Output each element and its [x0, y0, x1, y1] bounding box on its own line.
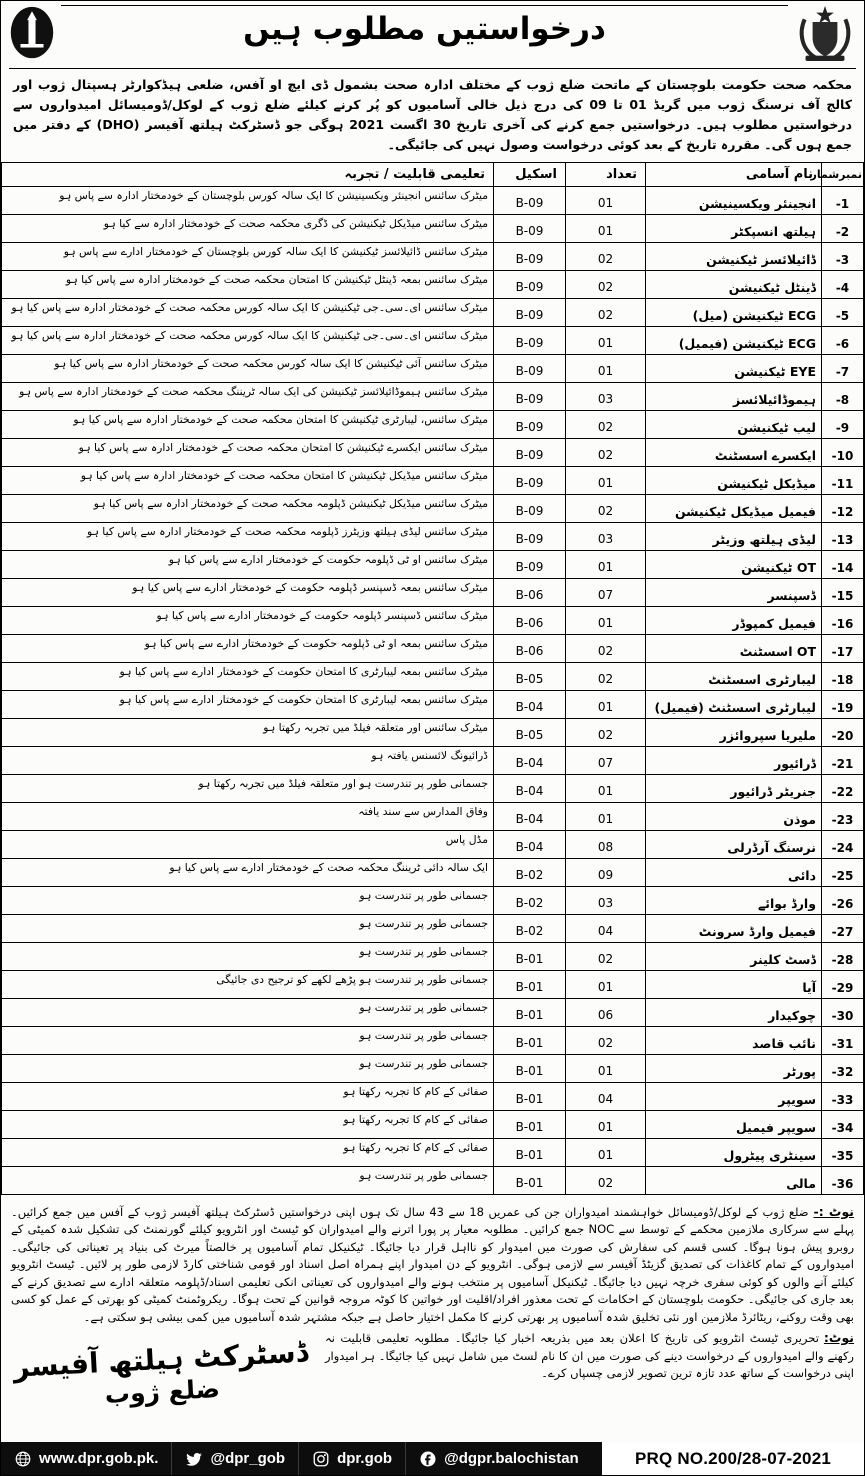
row-qualification: میٹرک سائنس بمعہ ڈینٹل ٹیکنیشن کا امتحان محکمہ صحت کے خودمختار ادارہ سے پاس کیا ہو — [2, 271, 494, 299]
instagram-text: dpr.gob — [337, 1450, 393, 1467]
row-name: OT اسسٹنٹ — [646, 635, 822, 663]
row-serial: -32 — [822, 1055, 864, 1083]
table-row — [2, 747, 864, 775]
row-serial: -36 — [822, 1167, 864, 1195]
table-header-row — [2, 163, 864, 187]
row-serial: -6 — [822, 327, 864, 355]
table-row — [2, 271, 864, 299]
row-serial: -25 — [822, 859, 864, 887]
row-qualification: جسمانی طور پر تندرست ہو پڑھے لکھے کو ترجیح دی جائیگی — [2, 971, 494, 999]
row-scale: B-09 — [494, 383, 566, 411]
row-serial: -22 — [822, 775, 864, 803]
row-scale: B-01 — [494, 943, 566, 971]
row-count: 01 — [566, 467, 646, 495]
globe-icon — [14, 1450, 32, 1468]
row-scale: B-01 — [494, 1055, 566, 1083]
row-qualification: میٹرک سائنس میڈیکل ٹیکنیشن ڈپلومہ محکمہ صحت کے خودمختار ادارہ سے پاس کیا ہو — [2, 495, 494, 523]
note-tail-paragraph — [325, 1326, 854, 1382]
table-row — [2, 915, 864, 943]
row-scale: B-09 — [494, 467, 566, 495]
title-area — [61, 5, 788, 51]
table-row — [2, 467, 864, 495]
table-row — [2, 775, 864, 803]
table-row — [2, 439, 864, 467]
row-count: 06 — [566, 999, 646, 1027]
row-name: OT ٹیکنیشن — [646, 551, 822, 579]
row-qualification: جسمانی طور پر تندرست ہو — [2, 943, 494, 971]
row-scale: B-09 — [494, 551, 566, 579]
row-count: 01 — [566, 971, 646, 999]
row-serial: -20 — [822, 719, 864, 747]
row-scale: B-09 — [494, 327, 566, 355]
table-row — [2, 411, 864, 439]
row-scale: B-05 — [494, 719, 566, 747]
row-scale: B-02 — [494, 915, 566, 943]
table-row — [2, 523, 864, 551]
row-serial: -21 — [822, 747, 864, 775]
row-name: لیڈی ہیلتھ وزیٹر — [646, 523, 822, 551]
row-count: 02 — [566, 719, 646, 747]
website-link[interactable] — [1, 1442, 171, 1475]
row-count: 02 — [566, 411, 646, 439]
row-name: ایکسرے اسسٹنٹ — [646, 439, 822, 467]
row-count: 04 — [566, 1083, 646, 1111]
row-scale: B-04 — [494, 691, 566, 719]
table-row — [2, 327, 864, 355]
row-scale: B-09 — [494, 439, 566, 467]
table-row — [2, 635, 864, 663]
row-count: 02 — [566, 299, 646, 327]
row-qualification: میٹرک سائنس ای۔سی۔جی ٹیکنیشن کا ایک سالہ کورس محکمہ صحت کے خودمختار ادارہ سے پاس کیا ہو — [2, 299, 494, 327]
row-name: دائی — [646, 859, 822, 887]
row-serial: -5 — [822, 299, 864, 327]
row-qualification: میٹرک سائنس بمعہ او ٹی ڈپلومہ حکومت کے خودمختار ادارے سے پاس کیا ہو — [2, 635, 494, 663]
row-name: ڈائیلائسز ٹیکنیشن — [646, 243, 822, 271]
row-count: 02 — [566, 271, 646, 299]
row-qualification: میٹرک سائنس بمعہ ڈسپنسر ڈپلومہ حکومت کے خودمختار ادارے سے پاس کیا ہو — [2, 579, 494, 607]
row-serial: -10 — [822, 439, 864, 467]
row-count: 01 — [566, 691, 646, 719]
row-serial: -9 — [822, 411, 864, 439]
page-title: درخواستیں مطلوب ہیں — [243, 11, 606, 47]
header-serial: نمبرشمار — [822, 163, 864, 187]
twitter-handle[interactable] — [171, 1442, 298, 1475]
row-count: 07 — [566, 579, 646, 607]
row-scale: B-05 — [494, 663, 566, 691]
facebook-handle[interactable] — [405, 1442, 592, 1475]
table-row — [2, 803, 864, 831]
row-qualification: میٹرک سائنس ڈائیلائسز ٹیکنیشن کا ایک سالہ کورس بلوچستان کے خودمختار ادارے سے پاس ہو — [2, 243, 494, 271]
row-qualification: میٹرک سائنس میڈیکل ٹیکنیشن کا امتحان محکمہ صحت کے خودمختار ادارہ سے پاس کیا ہو — [2, 467, 494, 495]
table-row — [2, 691, 864, 719]
row-count: 02 — [566, 439, 646, 467]
row-count: 01 — [566, 355, 646, 383]
row-serial: -4 — [822, 271, 864, 299]
row-scale: B-09 — [494, 355, 566, 383]
row-name: انجینئر ویکسینیشن — [646, 187, 822, 215]
row-qualification: میٹرک سائنس ای۔سی۔جی ٹیکنیشن کا ایک سالہ کورس محکمہ صحت کے خودمختار ادارہ سے پاس کیا ہو — [2, 327, 494, 355]
row-serial: -3 — [822, 243, 864, 271]
table-row — [2, 971, 864, 999]
row-qualification: میٹرک سائنس او ٹی ڈپلومہ حکومت کے خودمختار ادارے سے پاس کیا ہو — [2, 551, 494, 579]
row-count: 08 — [566, 831, 646, 859]
row-name: فیمیل وارڈ سرونٹ — [646, 915, 822, 943]
row-name: آیا — [646, 971, 822, 999]
row-count: 01 — [566, 803, 646, 831]
instagram-icon — [312, 1450, 330, 1468]
row-serial: -33 — [822, 1083, 864, 1111]
header-qualification: تعلیمی قابلیت / تجربہ — [2, 163, 494, 187]
row-count: 01 — [566, 187, 646, 215]
row-qualification: صفائی کے کام کا تجربہ رکھتا ہو — [2, 1139, 494, 1167]
row-name: ہیموڈائیلائسز — [646, 383, 822, 411]
table-row — [2, 1139, 864, 1167]
row-name: سویپر — [646, 1083, 822, 1111]
row-scale: B-09 — [494, 523, 566, 551]
row-serial: -17 — [822, 635, 864, 663]
table-row — [2, 495, 864, 523]
row-count: 01 — [566, 215, 646, 243]
row-serial: -15 — [822, 579, 864, 607]
row-count: 01 — [566, 551, 646, 579]
balochistan-govt-logo — [794, 5, 856, 66]
row-count: 02 — [566, 1027, 646, 1055]
table-row — [2, 383, 864, 411]
row-serial: -16 — [822, 607, 864, 635]
row-name: چوکیدار — [646, 999, 822, 1027]
row-count: 01 — [566, 775, 646, 803]
table-row — [2, 943, 864, 971]
row-scale: B-06 — [494, 607, 566, 635]
table-row — [2, 1055, 864, 1083]
header — [1, 1, 864, 66]
row-serial: -26 — [822, 887, 864, 915]
row-scale: B-01 — [494, 1139, 566, 1167]
row-serial: -24 — [822, 831, 864, 859]
note-tail-label: نوٹ: — [823, 1330, 854, 1346]
row-scale: B-01 — [494, 1083, 566, 1111]
row-count: 09 — [566, 859, 646, 887]
row-scale: B-04 — [494, 831, 566, 859]
dgpr-logo — [9, 5, 55, 64]
table-row — [2, 299, 864, 327]
footer-bar — [1, 1442, 864, 1475]
row-count: 04 — [566, 915, 646, 943]
signature-block — [9, 1318, 313, 1414]
row-count: 03 — [566, 887, 646, 915]
row-name: ڈسٹ کلینر — [646, 943, 822, 971]
row-scale: B-02 — [494, 859, 566, 887]
table-row — [2, 1167, 864, 1195]
row-qualification: جسمانی طور پر تندرست ہو — [2, 1027, 494, 1055]
table-row — [2, 831, 864, 859]
row-qualification: جسمانی طور پر تندرست ہو — [2, 1167, 494, 1195]
row-serial: -27 — [822, 915, 864, 943]
row-name: فیمیل کمپوڈر — [646, 607, 822, 635]
row-name: مالی — [646, 1167, 822, 1195]
row-name: فیمیل میڈیکل ٹیکنیشن — [646, 495, 822, 523]
row-count: 03 — [566, 523, 646, 551]
row-scale: B-02 — [494, 887, 566, 915]
row-name: ڈرائیور — [646, 747, 822, 775]
intro-paragraph: محکمہ صحت حکومت بلوچستان کے ماتحت ضلع ژوب کے مختلف ادارہ صحت بشمول ڈی ایچ او آفس، ضلعی ہیڈکوارٹر ہسپتال ژوب اور کالج آف نرسنگ ژوب میں گریڈ 01 تا 09 کی درج ذیل خالی آسامیوں کو پُر کرنے کیلئے ضلع ژوب کے لوکل/ڈومیسائل امیدواروں سے درخواستیں مطلوب ہیں۔ درخواستیں جمع کرنے کی آخری تاریخ 30 اگست 2021 ہوگی جو ڈسٹرکٹ ہیلتھ آفیسر (DHO) کے دفتر میں جمع ہوں گی۔ مقررہ تاریخ کے بعد کوئی درخواست وصول نہیں کی جائیگی۔ — [13, 77, 852, 152]
row-serial: -8 — [822, 383, 864, 411]
row-qualification: میٹرک سائنس لیڈی ہیلتھ وزیٹرز ڈپلومہ محکمہ صحت کے خودمختار ادارہ سے پاس کیا ہو — [2, 523, 494, 551]
row-count: 01 — [566, 327, 646, 355]
row-count: 02 — [566, 243, 646, 271]
row-name: موذن — [646, 803, 822, 831]
facebook-icon — [419, 1450, 437, 1468]
facebook-text: @dgpr.balochistan — [444, 1450, 579, 1467]
row-name: لیبارٹری اسسٹنٹ — [646, 663, 822, 691]
table-row — [2, 607, 864, 635]
row-name: ڈسپنسر — [646, 579, 822, 607]
table-row — [2, 719, 864, 747]
row-serial: -12 — [822, 495, 864, 523]
row-scale: B-09 — [494, 243, 566, 271]
header-count: تعداد — [566, 163, 646, 187]
row-qualification: وفاق المدارس سے سند یافتہ — [2, 803, 494, 831]
row-name: ہیلتھ انسپکٹر — [646, 215, 822, 243]
row-qualification: میٹرک سائنس، لیبارٹری ٹیکنیشن کا امتحان محکمہ صحت کے خودمختار ادارہ سے پاس کیا ہو — [2, 411, 494, 439]
row-scale: B-04 — [494, 803, 566, 831]
row-scale: B-06 — [494, 635, 566, 663]
note-label: نوٹ :- — [813, 1204, 855, 1219]
row-qualification: صفائی کے کام کا تجربہ رکھتا ہو — [2, 1083, 494, 1111]
row-scale: B-01 — [494, 1167, 566, 1195]
row-scale: B-09 — [494, 495, 566, 523]
table-row — [2, 579, 864, 607]
row-scale: B-01 — [494, 1027, 566, 1055]
row-count: 01 — [566, 1111, 646, 1139]
table-row — [2, 243, 864, 271]
row-name: میڈیکل ٹیکنیشن — [646, 467, 822, 495]
row-qualification: میٹرک سائنس میڈیکل ٹیکنیشن کی ڈگری محکمہ صحت کے خودمختار ادارہ سے کیا ہو — [2, 215, 494, 243]
row-scale: B-09 — [494, 299, 566, 327]
row-scale: B-01 — [494, 999, 566, 1027]
twitter-text: @dpr_gob — [210, 1450, 286, 1467]
row-serial: -19 — [822, 691, 864, 719]
row-qualification: جسمانی طور پر تندرست ہو — [2, 887, 494, 915]
row-name: نرسنگ آرڈرلی — [646, 831, 822, 859]
table-row — [2, 1111, 864, 1139]
row-count: 02 — [566, 495, 646, 523]
row-name: سینٹری پیٹرول — [646, 1139, 822, 1167]
row-scale: B-09 — [494, 411, 566, 439]
row-qualification: میٹرک سائنس آئی ٹیکنیشن کا ایک سالہ کورس محکمہ صحت کے خودمختار ادارہ سے پاس کیا ہو — [2, 355, 494, 383]
row-scale: B-09 — [494, 271, 566, 299]
row-serial: -34 — [822, 1111, 864, 1139]
row-serial: -7 — [822, 355, 864, 383]
row-serial: -31 — [822, 1027, 864, 1055]
signature-district: ضلع ژوب — [104, 1374, 221, 1410]
row-qualification: جسمانی طور پر تندرست ہو — [2, 915, 494, 943]
row-name: وارڈ بوائے — [646, 887, 822, 915]
row-count: 01 — [566, 1055, 646, 1083]
row-count: 01 — [566, 607, 646, 635]
row-qualification: میٹرک سائنس ہیموڈائیلائسز ٹیکنیشن کی ایک سالہ ٹریننگ محکمہ صحت کے خودمختار ادارہ سے پاس ہو — [2, 383, 494, 411]
row-count: 02 — [566, 943, 646, 971]
row-count: 07 — [566, 747, 646, 775]
header-name: نام آسامی — [646, 163, 822, 187]
row-name: ECG ٹیکنیشن (میل) — [646, 299, 822, 327]
row-scale: B-01 — [494, 1111, 566, 1139]
note-paragraph — [1, 1195, 864, 1326]
row-qualification: میٹرک سائنس ایکسرے ٹیکنیشن کا امتحان محکمہ صحت کے خودمختار ادارہ سے پاس کیا ہو — [2, 439, 494, 467]
row-scale: B-09 — [494, 187, 566, 215]
row-name: ECG ٹیکنیشن (فیمیل) — [646, 327, 822, 355]
row-serial: -30 — [822, 999, 864, 1027]
table-row — [2, 1083, 864, 1111]
table-row — [2, 887, 864, 915]
table-row — [2, 859, 864, 887]
row-count: 02 — [566, 663, 646, 691]
row-qualification: میٹرک سائنس بمعہ لیبارٹری کا امتحان حکومت کے خودمختار ادارے سے پاس کیا ہو — [2, 663, 494, 691]
note-main-text: ضلع ژوب کے لوکل/ڈومیسائل خواہشمند امیدواران جن کی عمریں 18 سے 43 سال تک ہوں اپنی درخواستیں ڈسٹرکٹ ہیلتھ آفیسر ژوب کے آفس میں جمع کرائیں۔ پہلے سے سرکاری ملازمین محکمے کے توسط سے NOC جمع کرائیں۔ مطلوبہ معیار پر پورا اترنے والے امیدواران کو ٹیسٹ اور انٹرویو کیلئے گورنمنٹ کی تشکیل شدہ کمیٹی کے روبرو پیش ہونا ہوگا۔ کسی قسم کی سفارش کی صورت میں امیدوار کو نااہل قرار دیا جائیگا۔ ٹیکنیکل تمام آسامیوں پر خالصتاً میرٹ کی بنیاد پر تعیناتی کی جائیگی۔ امیدواروں کے تمام کاغذات کی تصدیق گزیٹڈ آفیسر سے لازمی ہوگی۔ انٹرویو کے دن امیدوار اپنے ہمراہ اصل اسناد اور قومی شناختی کارڈ لازمی طور پر لائیں۔ ٹیسٹ انٹرویو کیلئے آنے والوں کو کوئی سفری خرچہ نہیں دیا جائیگا۔ ٹیکنیکل آسامیوں پر منتخب ہونے والے امیدواروں کی تعیناتی انکی تعلیمی اسناد/ڈپلومہ متعلقہ ادارے سے تصدیق کرنے کے بعد جاری کی جائیگی۔ حکومت بلوچستان کے احکامات کے تحت معذور افراد/اقلیت اور خواتین کا کوٹہ مروجہ قوانین کے تحت ہوگا۔ ریکروٹمنٹ کمیٹی کو بھرتی کے عمل کو کسی بھی وقت روکنے، ریٹائرڈ ملازمین اور نئی تخلیق شدہ آسامیوں پر بھرتی کرنے کا مکمل اختیار حاصل ہے جبکہ مشتہر شدہ آسامیوں میں کمی بیشی ہو سکتی ہے۔ — [11, 1205, 854, 1324]
row-qualification: ایک سالہ دائی ٹریننگ محکمہ صحت کے خودمختار ادارے سے پاس کیا ہو — [2, 859, 494, 887]
row-scale: B-01 — [494, 971, 566, 999]
bottom-row — [1, 1326, 864, 1410]
table-row — [2, 551, 864, 579]
row-name: سویپر فیمیل — [646, 1111, 822, 1139]
row-scale: B-04 — [494, 747, 566, 775]
row-serial: -11 — [822, 467, 864, 495]
row-count: 02 — [566, 1167, 646, 1195]
row-qualification: ڈرائیونگ لائسنس یافتہ ہو — [2, 747, 494, 775]
row-scale: B-06 — [494, 579, 566, 607]
row-name: EYE ٹیکنیشن — [646, 355, 822, 383]
row-qualification: جسمانی طور پر تندرست ہو — [2, 999, 494, 1027]
table-row — [2, 1027, 864, 1055]
row-name: جنریٹر ڈرائیور — [646, 775, 822, 803]
row-qualification: میٹرک سائنس انجینئر ویکسینیشن کا ایک سالہ کورس بلوچستان کے خودمختار ادارہ سے پاس ہو — [2, 187, 494, 215]
row-serial: -1 — [822, 187, 864, 215]
row-name: ڈینٹل ٹیکنیشن — [646, 271, 822, 299]
row-scale: B-09 — [494, 215, 566, 243]
row-qualification: مڈل پاس — [2, 831, 494, 859]
row-scale: B-04 — [494, 775, 566, 803]
row-name: لیب ٹیکنیشن — [646, 411, 822, 439]
twitter-icon — [185, 1450, 203, 1468]
website-text: www.dpr.gob.pk. — [39, 1450, 159, 1467]
row-qualification: صفائی کے کام کا تجربہ رکھتا ہو — [2, 1111, 494, 1139]
table-row — [2, 187, 864, 215]
row-serial: -2 — [822, 215, 864, 243]
row-count: 03 — [566, 383, 646, 411]
row-qualification: میٹرک سائنس ڈسپنسر ڈپلومہ حکومت کے خودمختار ادارے سے پاس کیا ہو — [2, 607, 494, 635]
prq-number: PRQ NO.200/28-07-2021 — [602, 1442, 864, 1475]
row-qualification: میٹرک سائنس اور متعلقہ فیلڈ میں تجربہ رکھتا ہو — [2, 719, 494, 747]
row-count: 01 — [566, 1139, 646, 1167]
header-scale: اسکیل — [494, 163, 566, 187]
row-serial: -23 — [822, 803, 864, 831]
positions-table — [1, 162, 864, 1195]
table-row — [2, 215, 864, 243]
row-name: لیبارٹری اسسٹنٹ (فیمیل) — [646, 691, 822, 719]
row-serial: -18 — [822, 663, 864, 691]
row-serial: -29 — [822, 971, 864, 999]
row-name: نائب قاصد — [646, 1027, 822, 1055]
table-row — [2, 355, 864, 383]
row-count: 02 — [566, 635, 646, 663]
row-qualification: جسمانی طور پر تندرست ہو — [2, 1055, 494, 1083]
row-name: ملیریا سپروائزر — [646, 719, 822, 747]
row-serial: -28 — [822, 943, 864, 971]
row-serial: -13 — [822, 523, 864, 551]
row-serial: -35 — [822, 1139, 864, 1167]
table-row — [2, 663, 864, 691]
row-qualification: جسمانی طور پر تندرست ہو اور متعلقہ فیلڈ میں تجربہ رکھتا ہو — [2, 775, 494, 803]
row-qualification: میٹرک سائنس بمعہ لیبارٹری کا امتحان حکومت کے خودمختار ادارے سے پاس کیا ہو — [2, 691, 494, 719]
row-serial: -14 — [822, 551, 864, 579]
signature-title: ڈسٹرکٹ ہیلتھ آفیسر — [12, 1335, 309, 1384]
table-row — [2, 999, 864, 1027]
row-name: پورٹر — [646, 1055, 822, 1083]
note-tail-text: تحریری ٹیسٹ انٹرویو کی تاریخ کا اعلان بعد میں بذریعہ اخبار کیا جائیگا۔ مطلوبہ تعلیمی قابلیت نہ رکھنے والے امیدواروں کے درخواست دینے کی صورت میں ان کا نام لسٹ میں شامل نہیں کیا جائیگا۔ ہر امیدوار اپنی درخواست کے ساتھ عدد تازہ ترین تصویر لازمی چسپاں کرے۔ — [325, 1331, 854, 1381]
instagram-handle[interactable] — [298, 1442, 405, 1475]
